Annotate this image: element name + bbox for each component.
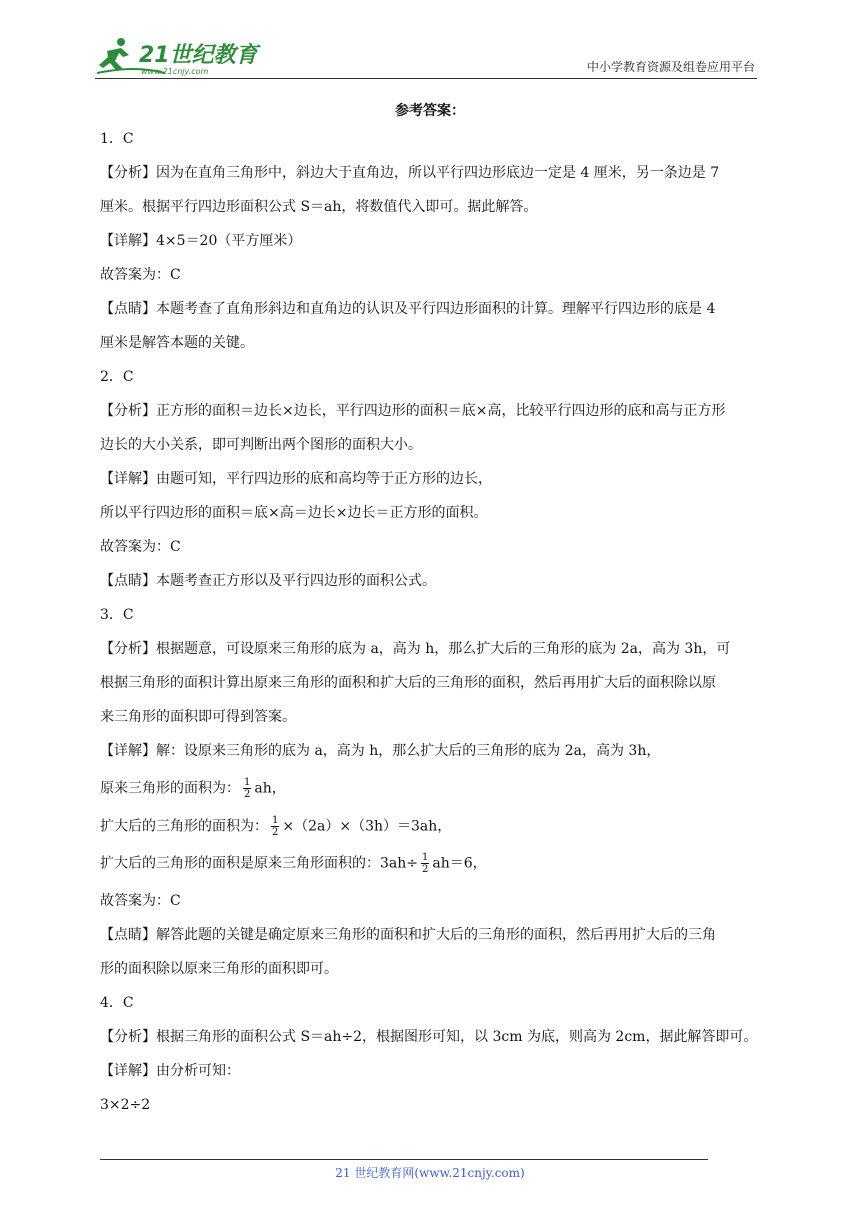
q3-detail4-post: ah＝6， [432, 855, 487, 872]
q3-analysis-line2: 根据三角形的面积计算出原来三角形的面积和扩大后的三角形的面积，然后再用扩大后的面积除以原 [100, 675, 716, 691]
fraction-one-half: $\frac{1}{2}$ [272, 814, 279, 838]
q1-detail: 【详解】4×5＝20（平方厘米） [100, 233, 302, 249]
q3-detail-line4 [100, 852, 762, 876]
logo-21cnjy [95, 35, 265, 77]
logo-url: www.21cnjy.com [141, 67, 209, 76]
header-divider [95, 78, 757, 79]
fraction-one-half: $\frac{1}{2}$ [422, 852, 429, 875]
fraction-one-half: $\frac{1}{2}$ [244, 777, 251, 800]
q3-detail3-pre: 扩大后的三角形的面积为： [100, 818, 268, 834]
q1-analysis-line1: 【分析】因为在直角三角形中，斜边大于直角边，所以平行四边形底边一定是 4 厘米，另一条边是 7 [100, 165, 720, 181]
q3-detail2-pre: 原来三角形的面积为： [100, 780, 240, 797]
q3-analysis-line1: 【分析】根据题意，可设原来三角形的底为 a，高为 h，那么扩大后的三角形的底为 2a，高为 3h，可 [100, 641, 731, 657]
q1-comment-line1: 【点睛】本题考查了直角形斜边和直角边的认识及平行四边形面积的计算。理解平行四边形的底是 4 [100, 301, 716, 317]
q3-number: 3．C [100, 607, 134, 623]
q4-analysis: 【分析】根据三角形的面积公式 S＝ah÷2，根据图形可知，以 3cm 为底，则高为 2cm，据此解答即可。 [100, 1028, 758, 1045]
q3-answer: 故答案为：C [100, 892, 181, 909]
answer-content [100, 128, 762, 1117]
q2-analysis-line2: 边长的大小关系，即可判断出两个图形的面积大小。 [100, 437, 422, 453]
q4-detail: 【详解】由分析可知： [100, 1062, 240, 1079]
q2-detail-line1: 【详解】由题可知，平行四边形的底和高均等于正方形的边长， [100, 471, 492, 487]
q1-comment-line2: 厘米是解答本题的关键。 [100, 335, 254, 351]
page-title: 参考答案： [395, 103, 465, 119]
q3-analysis-line3: 来三角形的面积即可得到答案。 [100, 709, 296, 725]
q3-detail-line3 [100, 815, 762, 839]
q3-detail2-post: ah， [254, 780, 286, 797]
q2-detail-line2: 所以平行四边形的面积＝底×高＝边长×边长＝正方形的面积。 [100, 505, 488, 521]
q1-number: 1．C [100, 131, 134, 147]
footer-site: 21 世纪教育网(www.21cnjy.com) [335, 1166, 525, 1180]
q3-detail4-pre: 扩大后的三角形的面积是原来三角形面积的：3ah÷ [100, 855, 418, 872]
q3-detail-line1: 【详解】解：设原来三角形的底为 a，高为 h，那么扩大后的三角形的底为 2a，高为 3h， [100, 743, 661, 759]
q1-analysis-line2: 厘米。根据平行四边形面积公式 S＝ah，将数值代入即可。据此解答。 [100, 199, 538, 215]
q2-answer: 故答案为：C [100, 539, 181, 555]
logo-text: 21世纪教育 [139, 43, 258, 68]
page-header [95, 30, 757, 80]
q2-analysis-line1: 【分析】正方形的面积＝边长×边长，平行四边形的面积＝底×高，比较平行四边形的底和高与正方形 [100, 403, 726, 419]
q1-answer: 故答案为：C [100, 267, 181, 283]
q3-detail-line2 [100, 777, 762, 801]
q2-comment: 【点睛】本题考查正方形以及平行四边形的面积公式。 [100, 573, 436, 589]
q3-detail3-post: ×（2a）×（3h）＝3ah， [282, 818, 452, 834]
q2-number: 2．C [100, 369, 134, 385]
platform-name: 中小学教育资源及组卷应用平台 [586, 60, 755, 74]
q4-calc: 3×2÷2 [100, 1096, 151, 1113]
q4-number: 4．C [100, 994, 134, 1011]
footer-divider [100, 1159, 708, 1160]
q3-comment-line2: 形的面积除以原来三角形的面积即可。 [100, 960, 338, 977]
q3-comment-line1: 【点睛】解答此题的关键是确定原来三角形的面积和扩大后的三角形的面积，然后再用扩大后的三角 [100, 926, 716, 943]
